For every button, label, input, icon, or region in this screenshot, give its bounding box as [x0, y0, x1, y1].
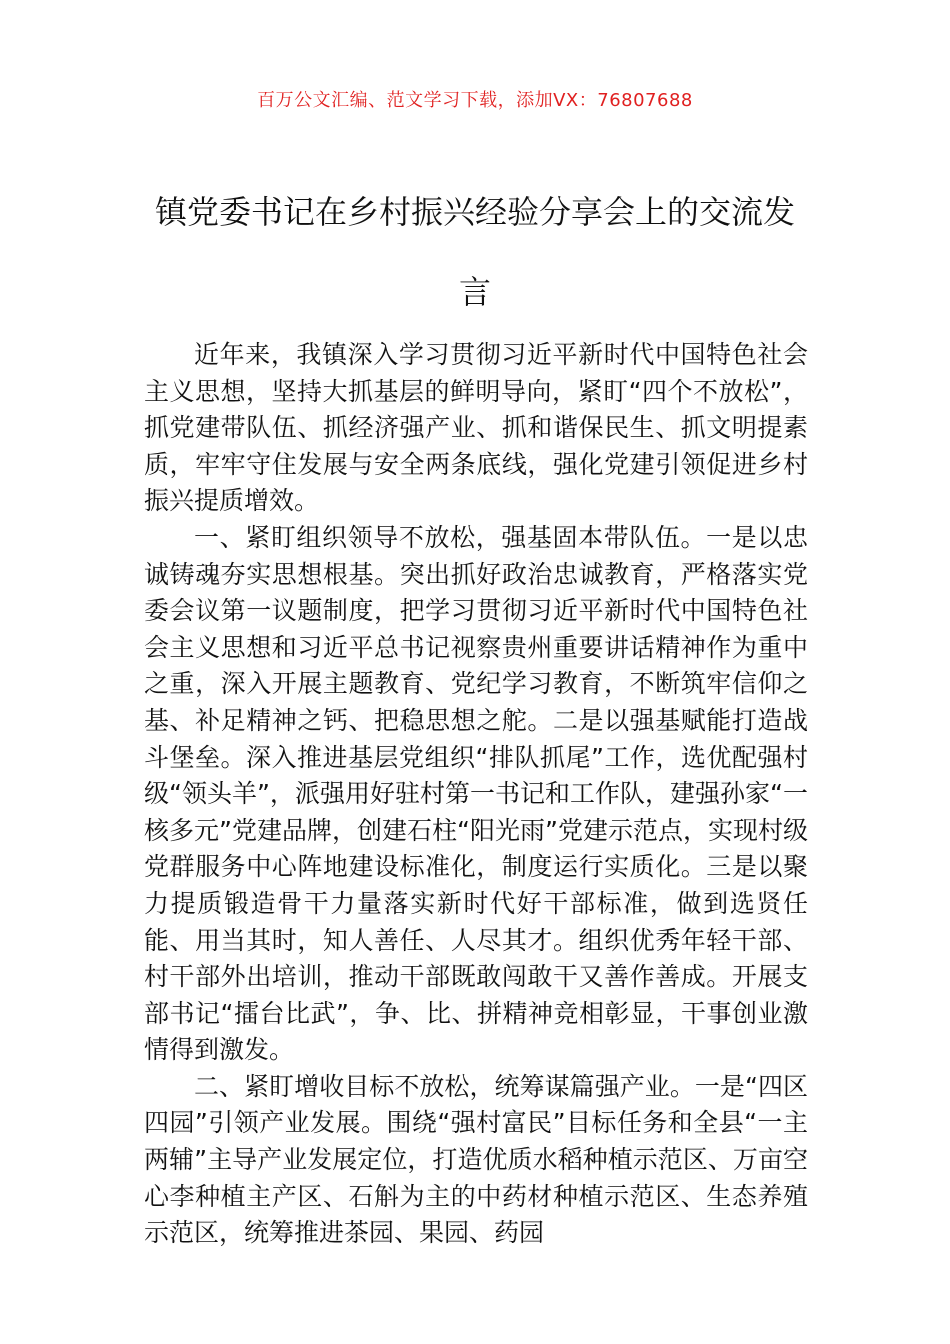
header-note: 百万公文汇编、范文学习下载，添加VX：76807688: [257, 90, 693, 111]
document-body: [144, 337, 808, 1252]
paragraph-intro: 近年来，我镇深入学习贯彻习近平新时代中国特色社会主义思想，坚持大抓基层的鲜明导向，紧盯“四个不放松”，抓党建带队伍、抓经济强产业、抓和谐保民生、抓文明提素质，牢牢守住发展与安全两条底线，强化党建引领促进乡村振兴提质增效。: [144, 340, 808, 516]
paragraph-section-2: 二、紧盯增收目标不放松，统筹谋篇强产业。一是“四区四园”引领产业发展。围绕“强村富民”目标任务和全县“一主两辅”主导产业发展定位，打造优质水稻种植示范区、万亩空心李种植主产区、石斛为主的中药材种植示范区、生态养殖示范区，统筹推进茶园、果园、药园: [144, 1071, 808, 1248]
document-title: 镇党委书记在乡村振兴经验分享会上的交流发言: [154, 193, 795, 311]
paragraph-section-1: 一、紧盯组织领导不放松，强基固本带队伍。一是以忠诚铸魂夯实思想根基。突出抓好政治忠诚教育，严格落实党委会议第一议题制度，把学习贯彻习近平新时代中国特色社会主义思想和习近平总书记视察贵州重要讲话精神作为重中之重，深入开展主题教育、党纪学习教育，不断筑牢信仰之基、补足精神之钙、把稳思想之舵。二是以强基赋能打造战斗堡垒。深入推进基层党组织“排队抓尾”工作，选优配强村级“领头羊”，派强用好驻村第一书记和工作队，建强孙家“一核多元”党建品牌，创建石柱“阳光雨”党建示范点，实现村级党群服务中心阵地建设标准化，制度运行实质化。三是以聚力提质锻造骨干力量落实新时代好干部标准，做到选贤任能、用当其时，知人善任、人尽其才。组织优秀年轻干部、村干部外出培训，推动干部既敢闯敢干又善作善成。开展支部书记“擂台比武”，争、比、拼精神竞相彰显，干事创业激情得到激发。: [144, 522, 808, 1065]
